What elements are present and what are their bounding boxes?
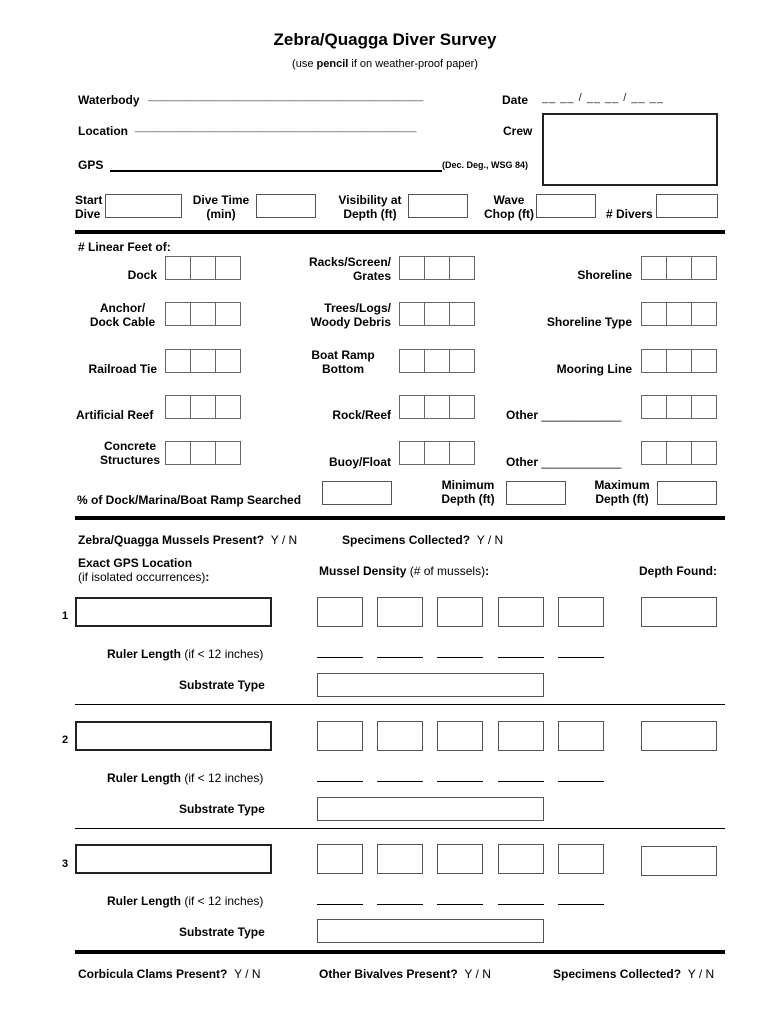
location-label: Location bbox=[78, 124, 128, 138]
dock-label: Dock bbox=[127, 268, 157, 282]
ruler-length-field[interactable] bbox=[317, 781, 363, 782]
density-field[interactable] bbox=[558, 721, 604, 751]
occurrence-number: 1 bbox=[62, 610, 69, 622]
density-field[interactable] bbox=[317, 844, 363, 874]
substrate-type-field[interactable] bbox=[317, 797, 544, 821]
occurrence-number: 3 bbox=[62, 858, 69, 870]
racks-field[interactable] bbox=[399, 256, 475, 280]
ruler-length-field[interactable] bbox=[377, 781, 423, 782]
footer-specimens-label: Specimens Collected? Y / N bbox=[553, 967, 715, 981]
row-divider bbox=[75, 828, 725, 829]
ruler-length-label: Ruler Length (if < 12 inches) bbox=[107, 894, 264, 908]
ruler-length-field[interactable] bbox=[317, 904, 363, 905]
form-subtitle: (use pencil if on weather-proof paper) bbox=[292, 58, 478, 70]
ruler-length-field[interactable] bbox=[377, 904, 423, 905]
density-field[interactable] bbox=[317, 597, 363, 627]
crew-label: Crew bbox=[503, 124, 533, 138]
waterbody-label: Waterbody bbox=[78, 93, 140, 107]
occurrence-number: 2 bbox=[62, 734, 69, 746]
density-field[interactable] bbox=[377, 597, 423, 627]
substrate-type-field[interactable] bbox=[317, 919, 544, 943]
divers-field[interactable] bbox=[656, 194, 718, 218]
density-field[interactable] bbox=[377, 844, 423, 874]
gps-label: GPS bbox=[78, 158, 104, 172]
specimens-collected-label: Specimens Collected? Y / N bbox=[342, 533, 504, 547]
gps-note: (Dec. Deg., WSG 84) bbox=[442, 160, 529, 170]
start-dive-label: Start Dive bbox=[75, 193, 103, 221]
other-field-1[interactable] bbox=[641, 395, 717, 419]
form-title: Zebra/Quagga Diver Survey bbox=[273, 30, 497, 49]
shoreline-type-field[interactable] bbox=[641, 302, 717, 326]
anchor-field[interactable] bbox=[165, 302, 241, 326]
mussel-density-label: Mussel Density (# of mussels): bbox=[319, 564, 490, 578]
max-depth-label: Maximum Depth (ft) bbox=[594, 478, 650, 506]
boat-ramp-field[interactable] bbox=[399, 349, 475, 373]
ruler-length-field[interactable] bbox=[558, 657, 604, 658]
location-field[interactable]: ______________________________________________ bbox=[135, 121, 417, 133]
wave-chop-field[interactable] bbox=[536, 194, 596, 218]
dive-time-label: Dive Time (min) bbox=[192, 193, 250, 221]
other-bivalves-label: Other Bivalves Present? Y / N bbox=[319, 967, 491, 981]
gps-location-field[interactable] bbox=[75, 597, 272, 627]
ruler-length-field[interactable] bbox=[437, 781, 483, 782]
density-field[interactable] bbox=[498, 721, 544, 751]
ruler-length-field[interactable] bbox=[377, 657, 423, 658]
concrete-label: Concrete Structures bbox=[99, 439, 161, 467]
depth-found-label: Depth Found: bbox=[639, 564, 717, 578]
boat-ramp-label: Boat Ramp Bottom bbox=[311, 348, 375, 376]
mooring-label: Mooring Line bbox=[556, 362, 632, 376]
ruler-length-label: Ruler Length (if < 12 inches) bbox=[107, 647, 264, 661]
gps-field[interactable] bbox=[110, 170, 442, 172]
ruler-length-field[interactable] bbox=[558, 904, 604, 905]
depth-found-field[interactable] bbox=[641, 846, 717, 876]
max-depth-field[interactable] bbox=[657, 481, 717, 505]
date-field[interactable]: __ __ / __ __ / __ __ bbox=[542, 92, 664, 104]
depth-found-field[interactable] bbox=[641, 721, 717, 751]
ruler-length-field[interactable] bbox=[498, 781, 544, 782]
shoreline-field[interactable] bbox=[641, 256, 717, 280]
wave-chop-label: Wave Chop (ft) bbox=[484, 193, 534, 221]
shoreline-type-label: Shoreline Type bbox=[546, 315, 632, 329]
density-field[interactable] bbox=[437, 844, 483, 874]
visibility-field[interactable] bbox=[408, 194, 468, 218]
other-label-2: Other ____________ bbox=[506, 455, 622, 469]
section-divider bbox=[75, 516, 725, 520]
density-field[interactable] bbox=[437, 721, 483, 751]
substrate-type-label: Substrate Type bbox=[179, 802, 265, 816]
mussels-present-label: Zebra/Quagga Mussels Present? Y / N bbox=[78, 533, 298, 547]
buoy-field[interactable] bbox=[399, 441, 475, 465]
substrate-type-label: Substrate Type bbox=[179, 925, 265, 939]
ruler-length-field[interactable] bbox=[317, 657, 363, 658]
density-field[interactable] bbox=[437, 597, 483, 627]
dive-time-field[interactable] bbox=[256, 194, 316, 218]
depth-found-field[interactable] bbox=[641, 597, 717, 627]
trees-label: Trees/Logs/ Woody Debris bbox=[310, 301, 391, 329]
min-depth-label: Minimum Depth (ft) bbox=[441, 478, 495, 506]
exact-gps-label: Exact GPS Location (if isolated occurrences): bbox=[78, 556, 210, 584]
density-field[interactable] bbox=[498, 597, 544, 627]
crew-field[interactable] bbox=[542, 113, 718, 186]
gps-location-field[interactable] bbox=[75, 844, 272, 874]
linear-feet-heading: # Linear Feet of: bbox=[78, 240, 171, 254]
waterbody-field[interactable]: _____________________________________________ bbox=[148, 90, 424, 102]
ruler-length-label: Ruler Length (if < 12 inches) bbox=[107, 771, 264, 785]
mooring-field[interactable] bbox=[641, 349, 717, 373]
min-depth-field[interactable] bbox=[506, 481, 566, 505]
concrete-field[interactable] bbox=[165, 441, 241, 465]
density-field[interactable] bbox=[498, 844, 544, 874]
racks-label: Racks/Screen/ Grates bbox=[308, 255, 391, 283]
rock-field[interactable] bbox=[399, 395, 475, 419]
density-field[interactable] bbox=[377, 721, 423, 751]
rock-label: Rock/Reef bbox=[332, 408, 391, 422]
other-label-1: Other ____________ bbox=[506, 408, 622, 422]
divers-label: # Divers bbox=[606, 207, 653, 221]
row-divider bbox=[75, 704, 725, 705]
railroad-field[interactable] bbox=[165, 349, 241, 373]
anchor-label: Anchor/ Dock Cable bbox=[89, 301, 156, 329]
start-dive-field[interactable] bbox=[105, 194, 182, 218]
ruler-length-field[interactable] bbox=[498, 904, 544, 905]
ruler-length-field[interactable] bbox=[558, 781, 604, 782]
trees-field[interactable] bbox=[399, 302, 475, 326]
substrate-type-field[interactable] bbox=[317, 673, 544, 697]
pct-searched-label: % of Dock/Marina/Boat Ramp Searched bbox=[77, 493, 302, 507]
visibility-label: Visibility at Depth (ft) bbox=[338, 193, 402, 221]
dock-field[interactable] bbox=[165, 256, 241, 280]
railroad-label: Railroad Tie bbox=[88, 362, 157, 376]
pct-searched-field[interactable] bbox=[322, 481, 392, 505]
density-field[interactable] bbox=[558, 597, 604, 627]
shoreline-label: Shoreline bbox=[577, 268, 632, 282]
section-divider bbox=[75, 230, 725, 234]
reef-field[interactable] bbox=[165, 395, 241, 419]
gps-location-field[interactable] bbox=[75, 721, 272, 751]
reef-label: Artificial Reef bbox=[76, 408, 154, 422]
other-field-2[interactable] bbox=[641, 441, 717, 465]
ruler-length-field[interactable] bbox=[498, 657, 544, 658]
corbicula-label: Corbicula Clams Present? Y / N bbox=[78, 967, 261, 981]
density-field[interactable] bbox=[317, 721, 363, 751]
substrate-type-label: Substrate Type bbox=[179, 678, 265, 692]
buoy-label: Buoy/Float bbox=[329, 455, 391, 469]
ruler-length-field[interactable] bbox=[437, 657, 483, 658]
date-label: Date bbox=[502, 93, 529, 107]
section-divider bbox=[75, 950, 725, 954]
density-field[interactable] bbox=[558, 844, 604, 874]
ruler-length-field[interactable] bbox=[437, 904, 483, 905]
